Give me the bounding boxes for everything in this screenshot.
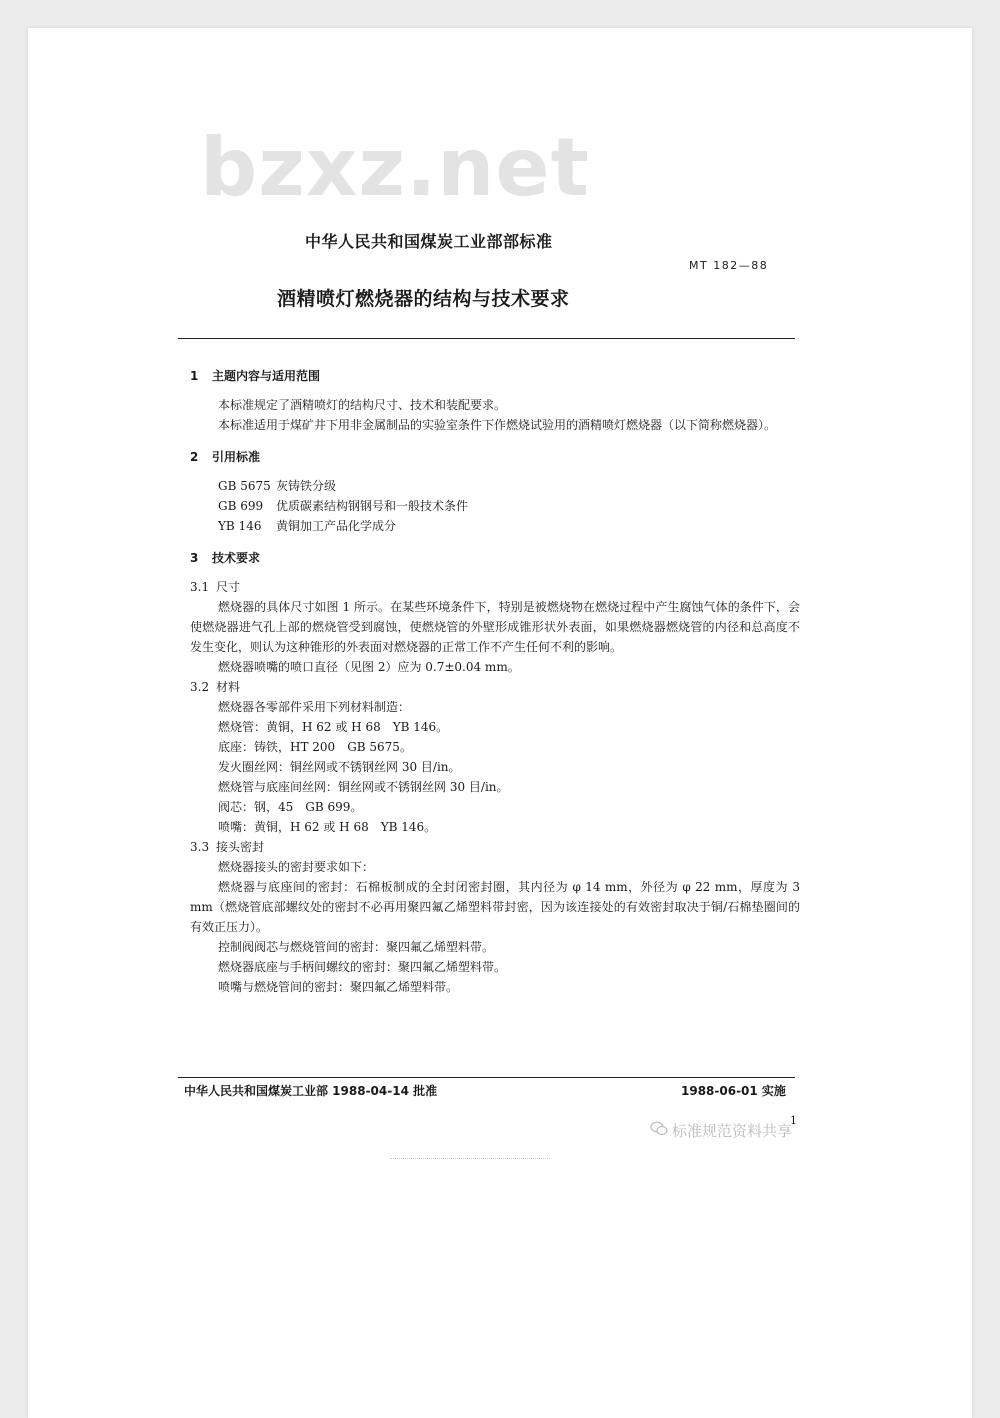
subsection-3-1-para-2: 燃烧器喷嘴的喷口直径（见图 2）应为 0.7±0.04 mm。 xyxy=(218,660,520,674)
share-watermark: 标准规范资料共享 xyxy=(650,1120,792,1141)
wechat-icon xyxy=(650,1121,672,1140)
material-line: 发火圈丝网：铜丝网或不锈钢丝网 30 目/in。 xyxy=(218,760,461,774)
section-1-para-2: 本标准适用于煤矿井下用非金属制品的实验室条件下作燃烧试验用的酒精喷灯燃烧器（以下简称燃烧器）。 xyxy=(218,418,777,432)
subsection-3-1-heading: 3.1 尺寸 xyxy=(190,580,241,594)
document-body xyxy=(190,366,800,997)
site-watermark: bzxz.net xyxy=(200,121,590,214)
section-2-heading: 2 引用标准 xyxy=(190,450,261,464)
header-divider xyxy=(178,338,795,339)
section-3-heading: 3 技术要求 xyxy=(190,551,261,565)
footer-divider xyxy=(178,1077,795,1078)
subsection-3-3-para-2: 燃烧器与底座间的密封：石棉板制成的全封闭密封圈，其内径为 φ 14 mm，外径为 φ 22 mm，厚度为 3 mm（燃烧管底部螺纹处的密封不必再用聚四氟乙烯塑料带封密，因为该连接处的有效密封取决于铜/石棉垫圈间的有效正压力）。 xyxy=(190,880,800,934)
subsection-3-3-para-3: 控制阀阀芯与燃烧管间的密封：聚四氟乙烯塑料带。 xyxy=(218,940,495,954)
subsection-3-3-heading: 3.3 接头密封 xyxy=(190,840,265,854)
document-title: 酒精喷灯燃烧器的结构与技术要求 xyxy=(277,288,570,310)
material-line: 底座：铸铁，HT 200 GB 5675。 xyxy=(218,740,412,754)
approval-note: 中华人民共和国煤炭工业部 1988-04-14 批准 xyxy=(184,1084,438,1098)
section-1-para-1: 本标准规定了酒精喷灯的结构尺寸、技术和装配要求。 xyxy=(218,398,507,412)
page-number: 1 xyxy=(790,1114,797,1127)
reference-item: GB 699 优质碳素结构钢钢号和一般技术条件 xyxy=(218,499,469,513)
issuing-authority: 中华人民共和国煤炭工业部部标准 xyxy=(305,232,553,251)
material-line: 燃烧器各零部件采用下列材料制造： xyxy=(218,700,411,714)
section-1-heading: 1 主题内容与适用范围 xyxy=(190,369,321,383)
material-line: 燃烧管：黄铜，H 62 或 H 68 YB 146。 xyxy=(218,720,449,734)
standard-code: MT 182—88 xyxy=(689,259,769,272)
subsection-3-2-heading: 3.2 材料 xyxy=(190,680,241,694)
subsection-3-3-para-4: 燃烧器底座与手柄间螺纹的密封：聚四氟乙烯塑料带。 xyxy=(218,960,507,974)
reference-item: GB 5675 灰铸铁分级 xyxy=(218,479,337,493)
subsection-3-3-para-1: 燃烧器接头的密封要求如下： xyxy=(218,860,375,874)
scan-specks xyxy=(390,1158,550,1159)
material-line: 燃烧管与底座间丝网：铜丝网或不锈钢丝网 30 目/in。 xyxy=(218,780,509,794)
material-line: 喷嘴：黄铜，H 62 或 H 68 YB 146。 xyxy=(218,820,437,834)
effective-date: 1988-06-01 实施 xyxy=(681,1084,786,1098)
reference-item: YB 146 黄铜加工产品化学成分 xyxy=(218,519,397,533)
material-line: 阀芯：钢，45 GB 699。 xyxy=(218,800,363,814)
subsection-3-3-para-5: 喷嘴与燃烧管间的密封：聚四氟乙烯塑料带。 xyxy=(218,980,459,994)
subsection-3-1-para-1: 燃烧器的具体尺寸如图 1 所示。在某些环境条件下，特别是被燃烧物在燃烧过程中产生腐蚀气体的条件下，会使燃烧器进气孔上部的燃烧管受到腐蚀，使燃烧管的外壁形成锥形状外表面，如果燃烧器燃烧管的内径和总高度不发生变化，则认为这种锥形的外表面对燃烧器的正常工作不产生任何不利的影响。 xyxy=(190,600,800,654)
